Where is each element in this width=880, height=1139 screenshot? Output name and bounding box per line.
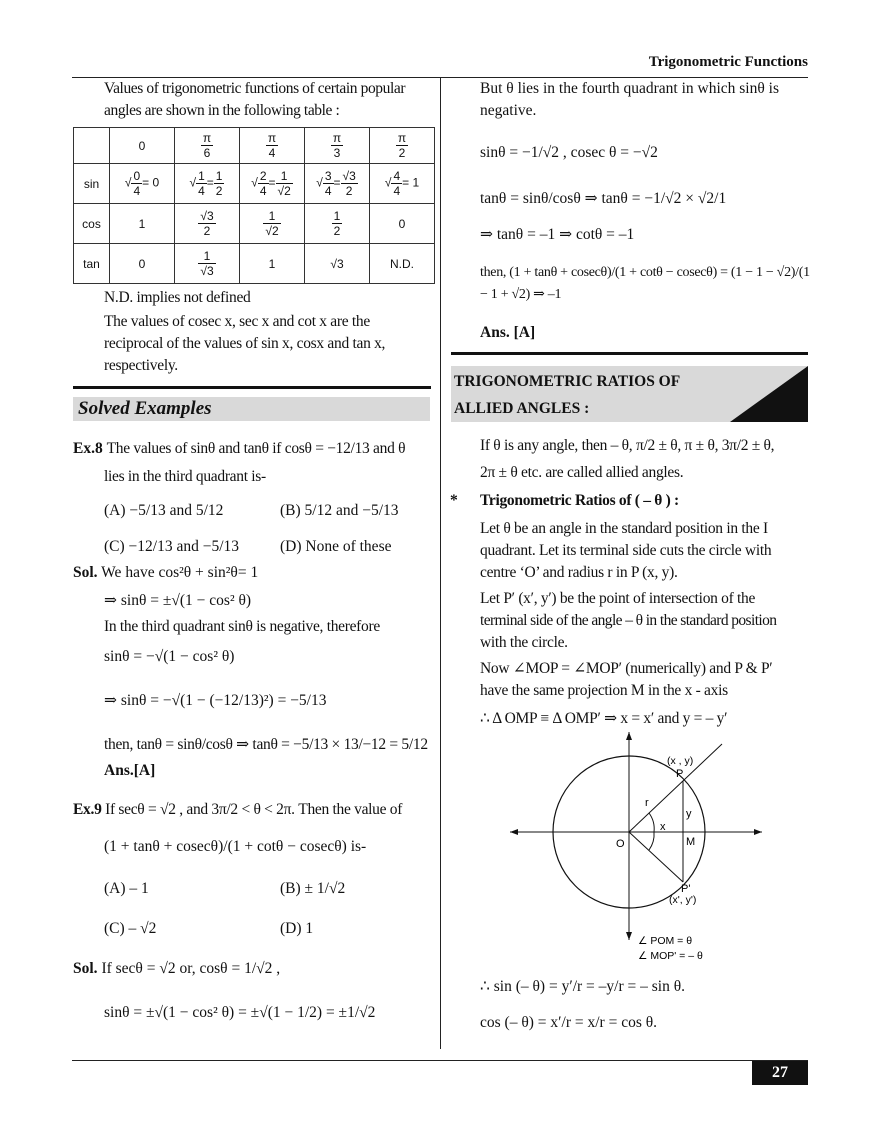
question-text: The values of sinθ and tanθ if cosθ = −12/13 and θ: [106, 440, 406, 457]
solution-line: tanθ = sinθ/cosθ ⇒ tanθ = −1/√2 × √2/1: [480, 190, 727, 207]
page-number: 27: [752, 1061, 808, 1085]
mop-label: ∠ MOP' = – θ: [638, 950, 703, 962]
heading-line: ALLIED ANGLES :: [454, 400, 590, 417]
option-b: (B) ± 1/√2: [280, 880, 346, 897]
solution-line: then, (1 + tanθ + cosecθ)/(1 + cotθ − cosecθ) = (1 − 1 − √2)/(1 − 1 + √2) ⇒ –1: [480, 265, 810, 302]
table-cell: $\frac{1}{√2}$: [240, 204, 305, 244]
table-header-cell: $\frac{\pi}{6}$: [175, 128, 240, 164]
pom-label: ∠ POM = θ: [638, 935, 693, 947]
paragraph-line: have the same projection M in the x - axis: [480, 682, 728, 699]
solution-line: ⇒ sinθ = ±√(1 − cos² θ): [104, 592, 252, 609]
option-d: (D) None of these: [280, 538, 392, 555]
question-text: (1 + tanθ + cosecθ)/(1 + cotθ − cosecθ) is-: [104, 838, 367, 855]
r-label: r: [645, 797, 649, 809]
unit-circle-diagram: [510, 728, 770, 968]
example-label: Ex.9: [73, 801, 102, 818]
table-cell: √ $\frac{4}{4}$ = 1: [370, 164, 435, 204]
y-axis-arrow-down: [626, 932, 632, 940]
row-label: sin: [74, 164, 110, 204]
option-c: (C) −12/13 and −5/13: [104, 538, 240, 555]
footer-rule: [72, 1060, 808, 1061]
table-header-cell: [74, 128, 110, 164]
p-label: P: [676, 768, 684, 780]
terminal-side-minus-theta: [629, 832, 683, 882]
solution-line: sinθ = −1/√2 , cosec θ = −√2: [480, 144, 658, 161]
solution-line: then, tanθ = sinθ/cosθ ⇒ tanθ = −5/13 × 13/−12 = 5/12: [104, 736, 428, 753]
table-cell: 0: [110, 244, 175, 284]
paragraph-line: respectively.: [104, 357, 178, 374]
y-label: y: [686, 808, 692, 820]
option-b: (B) 5/12 and −5/13: [280, 502, 399, 519]
trig-values-table: [73, 127, 435, 284]
solution-line: If secθ = √2 or, cosθ = 1/√2 ,: [101, 960, 281, 977]
section-rule: [73, 386, 431, 389]
solution-line: sinθ = −√(1 − cos² θ): [104, 648, 235, 665]
question-text: If secθ = √2 , and 3π/2 < θ < 2π. Then the value of: [105, 801, 403, 818]
section-rule: [451, 352, 808, 355]
intro-line: angles are shown in the following table :: [104, 102, 340, 119]
solution-line: We have cos²θ + sin²θ= 1: [101, 564, 259, 581]
solution-line: ⇒ sinθ = −√(1 − (−12/13)²) = −5/13: [104, 692, 327, 709]
paragraph-line: with the circle.: [480, 634, 568, 651]
allied-angles-text: [450, 432, 810, 730]
formula-block: [480, 976, 810, 1034]
table-header-cell: $\frac{\pi}{3}$: [305, 128, 370, 164]
table-cell: N.D.: [370, 244, 435, 284]
corner-triangle-decoration: [730, 366, 808, 422]
o-label: O: [616, 838, 625, 850]
formula-line: cos (– θ) = x′/r = x/r = cos θ.: [480, 1014, 658, 1031]
intro-text: [104, 78, 434, 122]
column-divider: [440, 77, 441, 1049]
intro-line: Values of trigonometric functions of certain popular: [104, 80, 406, 97]
table-header-cell: 0: [110, 128, 175, 164]
angle-arc-minus-theta: [649, 832, 654, 850]
solution-line: negative.: [480, 102, 537, 119]
answer: Ans.[A]: [104, 762, 156, 779]
example-8: [73, 432, 435, 782]
x-axis-arrow-right: [754, 829, 762, 835]
paragraph-line: Now ∠MOP = ∠MOP′ (numerically) and P & P′: [480, 660, 773, 677]
x-axis-arrow-left: [510, 829, 518, 835]
heading-line: TRIGONOMETRIC RATIOS OF: [454, 373, 681, 390]
p-prime-label: P': [681, 883, 691, 895]
solution-label: Sol.: [73, 564, 98, 581]
solution-label: Sol.: [73, 960, 98, 977]
y-axis-arrow-up: [626, 732, 632, 740]
paragraph-line: quadrant. Let its terminal side cuts the circle with: [480, 542, 772, 559]
table-header-cell: $\frac{\pi}{4}$: [240, 128, 305, 164]
p-prime-coord-label: (x', y'): [669, 894, 697, 906]
paragraph-line: centre ‘O’ and radius r in P (x, y).: [480, 564, 678, 581]
table-cell: $\frac{1}{2}$: [305, 204, 370, 244]
paragraph-line: reciprocal of the values of sin x, cosx and tan x,: [104, 335, 386, 352]
running-header: Trigonometric Functions: [648, 54, 808, 70]
table-cell: √3: [305, 244, 370, 284]
answer: Ans. [A]: [480, 324, 536, 341]
paragraph-line: terminal side of the angle – θ in the standard position: [480, 612, 777, 629]
p-coord-label: (x , y): [667, 755, 694, 767]
table-cell: 1: [240, 244, 305, 284]
paragraph-line: The values of cosec x, sec x and cot x are the: [104, 313, 370, 330]
example-label: Ex.8: [73, 440, 103, 457]
table-cell: $\frac{1}{√3}$: [175, 244, 240, 284]
solution-line: In the third quadrant sinθ is negative, therefore: [104, 618, 380, 635]
table-cell: √ $\frac{2}{4}$ = $\frac{1}{√2}$: [240, 164, 305, 204]
table-cell: √ $\frac{0}{4}$ = 0: [110, 164, 175, 204]
row-label: cos: [74, 204, 110, 244]
table-cell: √ $\frac{3}{4}$ = $\frac{√3}{2}$: [305, 164, 370, 204]
table-cell: $\frac{√3}{2}$: [175, 204, 240, 244]
table-cell: 0: [370, 204, 435, 244]
solution-line: ⇒ tanθ = –1 ⇒ cotθ = –1: [480, 226, 635, 243]
example-9: [73, 796, 435, 1024]
bullet: *: [450, 492, 458, 509]
angle-arc-theta: [649, 813, 654, 832]
table-cell: 1: [110, 204, 175, 244]
section-heading: Solved Examples: [78, 398, 212, 419]
table-cell: √ $\frac{1}{4}$ = $\frac{1}{2}$: [175, 164, 240, 204]
option-a: (A) – 1: [104, 880, 149, 897]
paragraph-line: If θ is any angle, then – θ, π/2 ± θ, π ± θ, 3π/2 ± θ,: [480, 437, 775, 454]
nd-note: N.D. implies not defined: [104, 289, 251, 306]
option-c: (C) – √2: [104, 920, 157, 937]
option-d: (D) 1: [280, 920, 314, 937]
solution-line: But θ lies in the fourth quadrant in which sinθ is: [480, 80, 779, 97]
paragraph-line: 2π ± θ etc. are called allied angles.: [480, 464, 684, 481]
paragraph-line: Let P′ (x′, y′) be the point of intersection of the: [480, 590, 756, 607]
solution-line: sinθ = ±√(1 − cos² θ) = ±√(1 − 1/2) = ±1/√2: [104, 1004, 376, 1021]
paragraph-line: ∴ Δ OMP ≡ Δ OMP′ ⇒ x = x′ and y = – y′: [480, 710, 728, 727]
option-a: (A) −5/13 and 5/12: [104, 502, 224, 519]
formula-line: ∴ sin (– θ) = y′/r = –y/r = – sin θ.: [480, 978, 686, 995]
m-label: M: [686, 836, 696, 848]
x-label: x: [660, 821, 666, 833]
ex9-continued: [480, 78, 810, 344]
row-label: tan: [74, 244, 110, 284]
table-header-cell: $\frac{\pi}{2}$: [370, 128, 435, 164]
section-heading: [454, 368, 680, 422]
notes-block: [104, 287, 434, 377]
subsection-title: Trigonometric Ratios of ( – θ ) :: [480, 492, 679, 509]
question-text: lies in the third quadrant is-: [104, 468, 266, 485]
paragraph-line: Let θ be an angle in the standard position in the I: [480, 520, 768, 537]
